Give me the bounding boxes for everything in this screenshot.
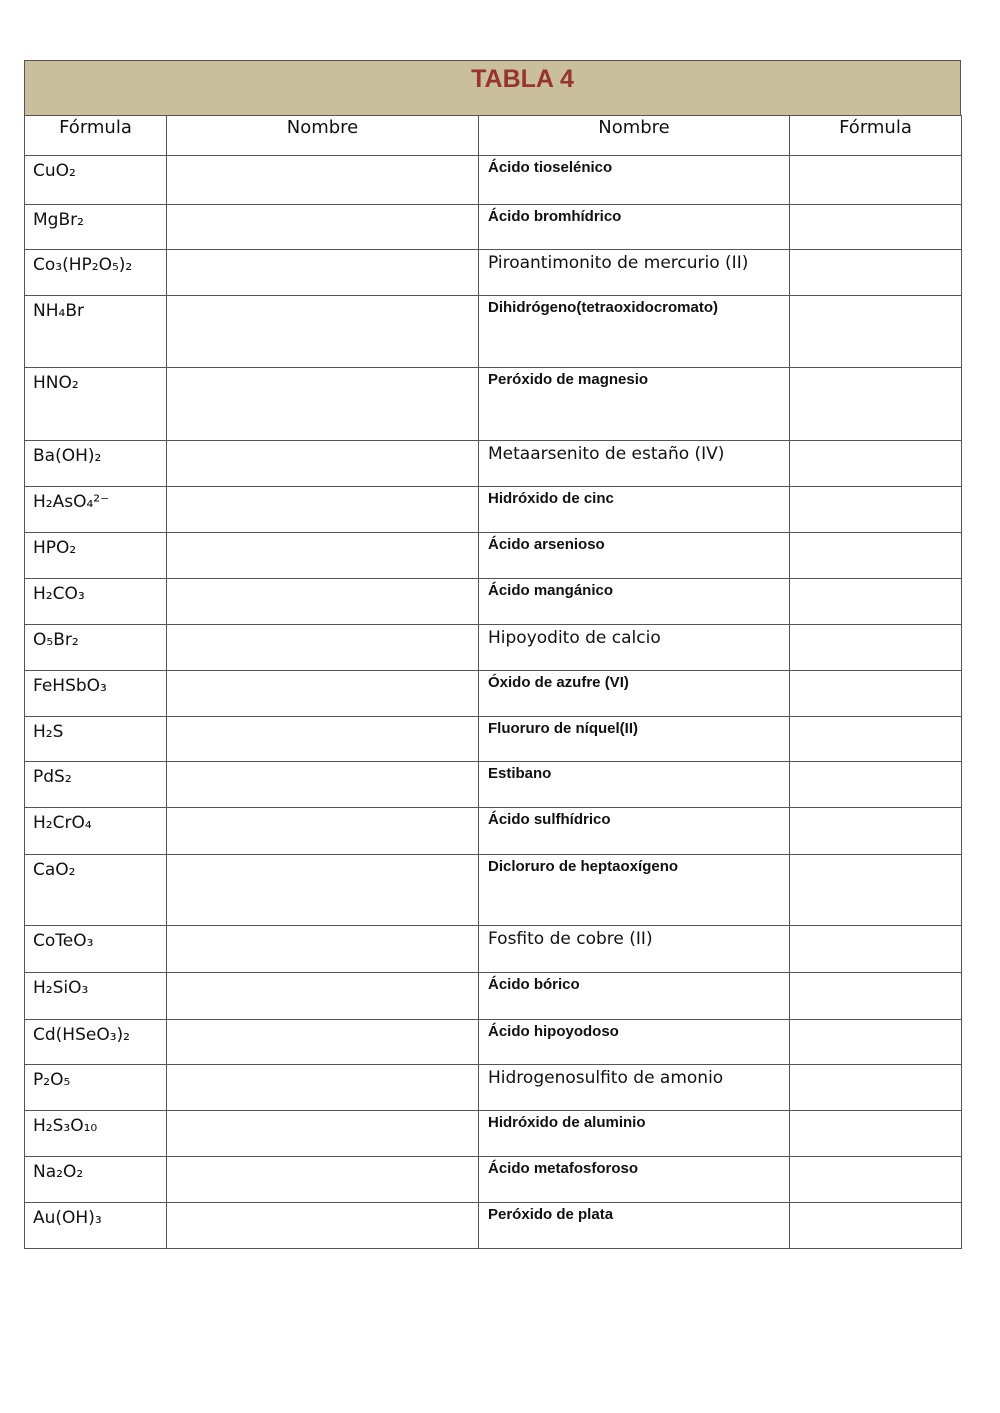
given-name-cell: Ácido bórico — [479, 973, 790, 1020]
formula-answer-cell[interactable] — [790, 625, 962, 671]
formula-cell: H₂S — [25, 717, 167, 762]
formula-answer-cell[interactable] — [790, 579, 962, 625]
table-row — [25, 1020, 962, 1065]
formula-answer-cell[interactable] — [790, 296, 962, 368]
given-name-cell: Fluoruro de níquel(II) — [479, 717, 790, 762]
formula-answer-cell[interactable] — [790, 156, 962, 205]
name-answer-cell[interactable] — [167, 533, 479, 579]
table-row — [25, 205, 962, 250]
name-answer-cell[interactable] — [167, 855, 479, 926]
formula-answer-cell[interactable] — [790, 533, 962, 579]
given-name-cell: Ácido metafosforoso — [479, 1157, 790, 1203]
table-row — [25, 296, 962, 368]
table-row — [25, 1111, 962, 1157]
name-answer-cell[interactable] — [167, 762, 479, 808]
header-formula-right: Fórmula — [790, 116, 962, 156]
given-name-cell: Ácido arsenioso — [479, 533, 790, 579]
formula-cell: MgBr₂ — [25, 205, 167, 250]
formula-cell: H₂AsO₄²⁻ — [25, 487, 167, 533]
formula-answer-cell[interactable] — [790, 1065, 962, 1111]
given-name-cell: Estibano — [479, 762, 790, 808]
formula-answer-cell[interactable] — [790, 808, 962, 855]
table-row — [25, 250, 962, 296]
table-row — [25, 368, 962, 441]
given-name-cell: Ácido tioselénico — [479, 156, 790, 205]
name-answer-cell[interactable] — [167, 926, 479, 973]
given-name-cell: Fosfito de cobre (II) — [479, 926, 790, 973]
table-row — [25, 533, 962, 579]
given-name-cell: Ácido hipoyodoso — [479, 1020, 790, 1065]
table-row — [25, 717, 962, 762]
formula-cell: Co₃(HP₂O₅)₂ — [25, 250, 167, 296]
table-row — [25, 808, 962, 855]
given-name-cell: Óxido de azufre (VI) — [479, 671, 790, 717]
nomenclature-table — [24, 115, 962, 1249]
formula-cell: Na₂O₂ — [25, 1157, 167, 1203]
formula-cell: CuO₂ — [25, 156, 167, 205]
formula-cell: HNO₂ — [25, 368, 167, 441]
formula-answer-cell[interactable] — [790, 487, 962, 533]
formula-cell: Ba(OH)₂ — [25, 441, 167, 487]
formula-answer-cell[interactable] — [790, 205, 962, 250]
table-row — [25, 973, 962, 1020]
table-row — [25, 625, 962, 671]
name-answer-cell[interactable] — [167, 579, 479, 625]
table-title: TABLA 4 — [471, 65, 574, 93]
given-name-cell: Hipoyodito de calcio — [479, 625, 790, 671]
table-row — [25, 1157, 962, 1203]
formula-cell: PdS₂ — [25, 762, 167, 808]
name-answer-cell[interactable] — [167, 296, 479, 368]
name-answer-cell[interactable] — [167, 487, 479, 533]
given-name-cell: Dicloruro de heptaoxígeno — [479, 855, 790, 926]
given-name-cell: Ácido bromhídrico — [479, 205, 790, 250]
given-name-cell: Hidróxido de aluminio — [479, 1111, 790, 1157]
given-name-cell: Metaarsenito de estaño (IV) — [479, 441, 790, 487]
formula-cell: Au(OH)₃ — [25, 1203, 167, 1249]
name-answer-cell[interactable] — [167, 808, 479, 855]
given-name-cell: Hidrogenosulfito de amonio — [479, 1065, 790, 1111]
name-answer-cell[interactable] — [167, 625, 479, 671]
header-row — [25, 116, 962, 156]
name-answer-cell[interactable] — [167, 156, 479, 205]
formula-cell: Cd(HSeO₃)₂ — [25, 1020, 167, 1065]
name-answer-cell[interactable] — [167, 717, 479, 762]
table-row — [25, 926, 962, 973]
given-name-cell: Ácido mangánico — [479, 579, 790, 625]
name-answer-cell[interactable] — [167, 671, 479, 717]
formula-answer-cell[interactable] — [790, 1111, 962, 1157]
name-answer-cell[interactable] — [167, 205, 479, 250]
formula-answer-cell[interactable] — [790, 1020, 962, 1065]
name-answer-cell[interactable] — [167, 1020, 479, 1065]
formula-cell: FeHSbO₃ — [25, 671, 167, 717]
header-name-right: Nombre — [479, 116, 790, 156]
formula-answer-cell[interactable] — [790, 926, 962, 973]
table-row — [25, 855, 962, 926]
header-name-left: Nombre — [167, 116, 479, 156]
formula-cell: CaO₂ — [25, 855, 167, 926]
given-name-cell: Piroantimonito de mercurio (II) — [479, 250, 790, 296]
formula-cell: H₂SiO₃ — [25, 973, 167, 1020]
formula-answer-cell[interactable] — [790, 1203, 962, 1249]
formula-answer-cell[interactable] — [790, 441, 962, 487]
formula-answer-cell[interactable] — [790, 671, 962, 717]
formula-answer-cell[interactable] — [790, 1157, 962, 1203]
name-answer-cell[interactable] — [167, 1065, 479, 1111]
table-row — [25, 487, 962, 533]
formula-cell: O₅Br₂ — [25, 625, 167, 671]
table-row — [25, 1203, 962, 1249]
name-answer-cell[interactable] — [167, 1111, 479, 1157]
formula-cell: P₂O₅ — [25, 1065, 167, 1111]
name-answer-cell[interactable] — [167, 250, 479, 296]
title-bar — [24, 60, 961, 115]
formula-cell: H₂S₃O₁₀ — [25, 1111, 167, 1157]
given-name-cell: Peróxido de magnesio — [479, 368, 790, 441]
given-name-cell: Peróxido de plata — [479, 1203, 790, 1249]
name-answer-cell[interactable] — [167, 1203, 479, 1249]
given-name-cell: Hidróxido de cinc — [479, 487, 790, 533]
name-answer-cell[interactable] — [167, 973, 479, 1020]
table-row — [25, 579, 962, 625]
formula-cell: H₂CO₃ — [25, 579, 167, 625]
formula-answer-cell[interactable] — [790, 973, 962, 1020]
name-answer-cell[interactable] — [167, 1157, 479, 1203]
table-row — [25, 156, 962, 205]
name-answer-cell[interactable] — [167, 441, 479, 487]
formula-answer-cell[interactable] — [790, 368, 962, 441]
table-row — [25, 762, 962, 808]
formula-cell: HPO₂ — [25, 533, 167, 579]
formula-cell: CoTeO₃ — [25, 926, 167, 973]
formula-cell: NH₄Br — [25, 296, 167, 368]
header-formula-left: Fórmula — [25, 116, 167, 156]
formula-answer-cell[interactable] — [790, 762, 962, 808]
table-row — [25, 671, 962, 717]
formula-answer-cell[interactable] — [790, 855, 962, 926]
worksheet — [24, 60, 961, 1249]
formula-cell: H₂CrO₄ — [25, 808, 167, 855]
formula-answer-cell[interactable] — [790, 717, 962, 762]
table-row — [25, 441, 962, 487]
table-row — [25, 1065, 962, 1111]
formula-answer-cell[interactable] — [790, 250, 962, 296]
given-name-cell: Ácido sulfhídrico — [479, 808, 790, 855]
given-name-cell: Dihidrógeno(tetraoxidocromato) — [479, 296, 790, 368]
name-answer-cell[interactable] — [167, 368, 479, 441]
